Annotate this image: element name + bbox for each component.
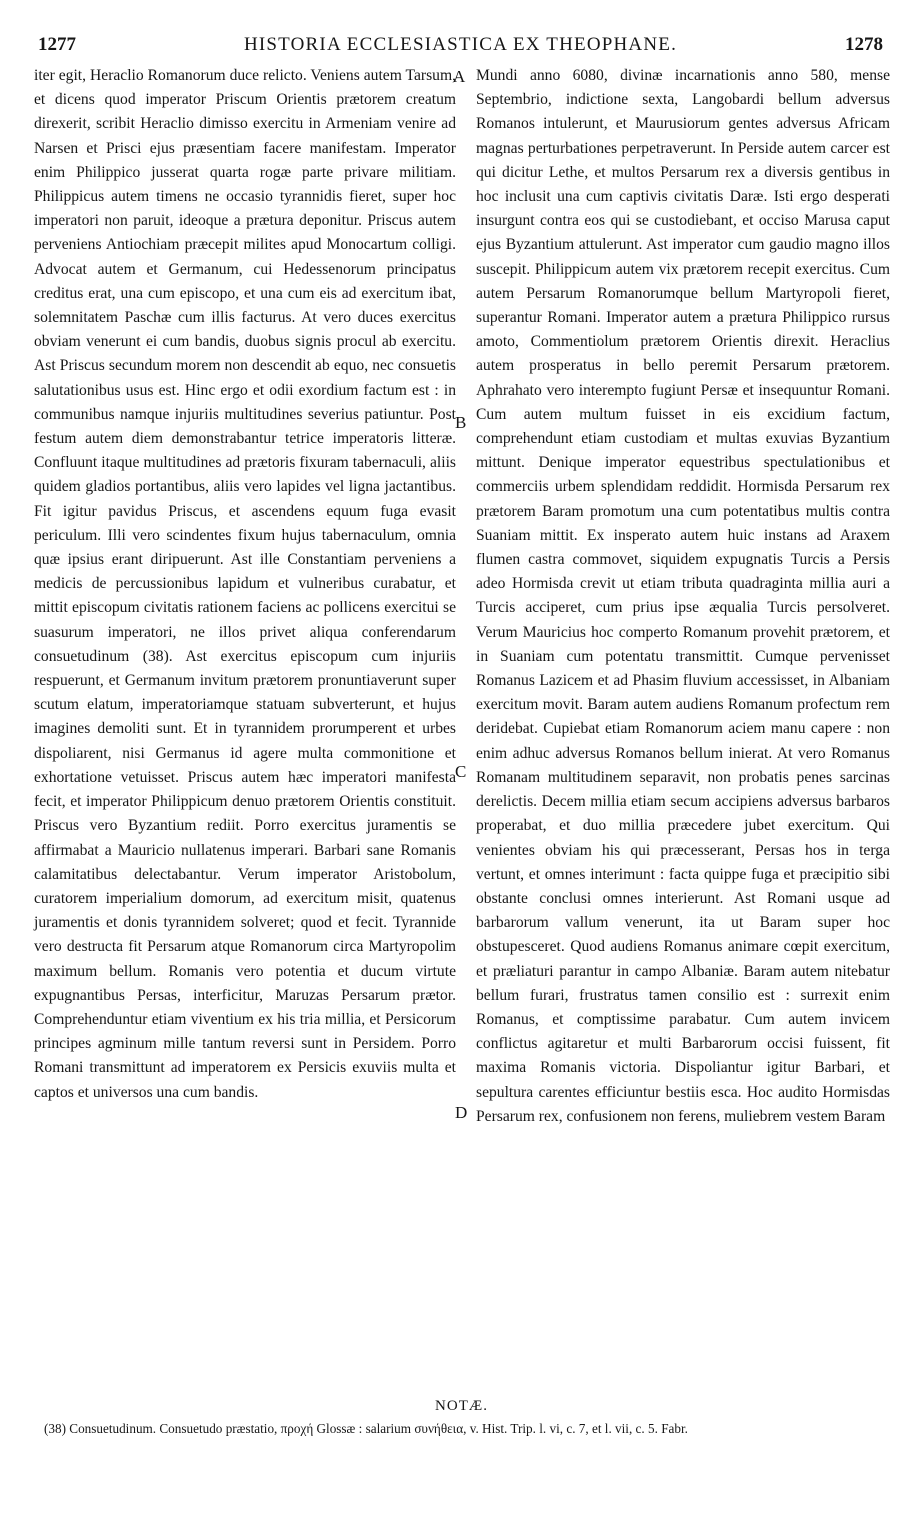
notes-heading: NOTÆ. [435,1398,488,1414]
margin-marker-b: B [455,413,467,432]
left-column-text: iter egit, Heraclio Romanorum duce relicto. Veniens autem Tarsum, et dicens quod imperator Priscum Orientis prætorem creatum direxerit, scribit Heraclio dimisso exercitu in Armeniam venire ad Narsen et Prisci ejus præsentiam facere manifestam. Imperator enim Philippico jusserat quarta rogæ parte privare militiam. Philippicus autem timens ne occasio tyrannidis fieret, super hoc imperatori non paruit, ideoque a prætura deponitur. Priscus autem perveniens Antiochiam præcepit milites apud Monocartum colligi. Advocat autem et Germanum, cui Hedessenorum principatus creditus erat, una cum episcopo, et una cum eis ad exercitum ibat, solemnitatem Paschæ cum illis facturus. At vero duces exercitus obviam venerunt ei cum bandis, duobus signis procul ab exercitu. Ast Priscus secundum morem non descendit ab equo, nec consuetis salutationibus usus est. Hinc ergo et odii exordium factum est : in communibus namque injuriis multitudines severius patiuntur. Post festum autem diem demonstrabantur tetrice imperatoris litteræ. Confluunt itaque multitudines ad prætoris fixuram tabernaculi, aliis quidem gladios portantibus, aliis vero lapides vel ligna jactantibus. Fit igitur pavidus Priscus, et ascendens equum fuga evasit periculum. Illi vero scindentes fixum hujus tabernaculum, omnia quæ ipsius erant diripuerunt. Ast ille Constantiam perveniens a medicis de percussionibus lapidum et vulneribus curabatur, et mittit episcopum civitatis rationem faciens ac pollicens exercitui se suasurum imperatori, ne illos privet aliqua conferendarum consuetudinum (38). Ast exercitus episcopum cum injuriis respuerunt, et Germanum invitum prætorem pronuntiaverunt super scutum elatum, imperatoriamque statuam subverterunt, et hujus imagines demoliti sunt. Et in tyrannidem prorumperent et urbes dispoliarent, nisi Germanus id agere multa commonitione et exhortatione vetuisset. Priscus autem hæc imperatori manifesta fecit, et imperator Philippicum denuo prætorem Orientis constituit. Priscus vero Byzantium rediit. Porro exercitus juramentis se affirmabat a Mauricio nullatenus imperari. Barbari sane Romanis calamitatibus delectabantur. Verum imperator Aristobolum, curatorem imperialium domorum, ad exercitum misit, quatenus juramentis et donis tyrannidem solveret; quod et fecit. Tyrannide vero destructa fit Persarum atque Romanorum circa Martyropolim maximum bellum. Romanis vero potentia et ducum virtute expugnantibus Persas, interficitur, Maruzas Persarum prætor. Comprehenduntur etiam viventium ex his tria millia, et Persicorum principes agminum mille tantum reversi sunt in Persidem. Porro Romani transmittunt ad imperatorem ex Persicis exuviis multa et captos et universos una cum bandis. [34,67,456,1101]
margin-marker-d: D [455,1103,468,1122]
margin-marker-a: A [453,67,466,86]
margin-marker-c: C [455,762,467,781]
footnote [44,1420,882,1438]
footnote-text: (38) Consuetudinum. Consuetudo præstatio, προχή Glossæ : salarium συνήθεια, v. Hist. Trip. l. vi, c. 7, et l. vii, c. 5. Fabr. [44,1421,688,1436]
running-title: HISTORIA ECCLESIASTICA EX THEOPHANE. [243,34,678,55]
right-column-text: Mundi anno 6080, divinæ incarnationis anno 580, mense Septembrio, indictione sexta, Langobardi bellum adversus Romanos intulerunt, et Maurusiorum gentes adversus Africam magnas perturbationes perpetraverunt. In Perside autem carcer est qui dicitur Lethe, et multos Persarum rex a diversis gentibus in hoc inclusit una cum captivis civitatis Daræ. Isti ergo desperati insurgunt contra eos qui se custodiebant, et occiso Marusa caput ejus Byzantium attulerunt. Ast imperator cum gaudio magno illos suscepit. Philippicum autem vix prætorem recepit exercitus. Cum autem Persarum Romanorumque bellum Martyropoli fieret, superantur Romani. Imperator autem a prætura Philippico rursus amoto, Commentiolum prætorem Orientis direxit. Heraclius autem prosperatus in bello peremit Persarum prætorem. Aphrahato vero interempto fugiunt Persæ et insequuntur Romani. Cum autem multum fuisset in eis excidium factum, comprehendunt etiam custodiam et multas exuvias Byzantium mittunt. Denique imperator equestribus spectulationibus et commerciis urbem splendidam reddidit. Hormisda Persarum rex prætorem Baram promotum una cum potentatibus multis contra Suaniam mittit. Ex insperato autem huic instans ad Araxem flumen castra commovet, siquidem expugnatis Turcis a Persis adeo Hormisda crevit ut etiam tributa quadraginta millia auri a Turcis acciperet, cum prius ipse æqualia Turcis persolveret. Verum Mauricius hoc comperto Romanum provehit prætorem, et in Suaniam cum potentatu transmittit. Cumque pervenisset Romanus Lazicem et ad Phasim fluvium accessisset, in Albaniam exercitum movit. Baram autem audiens Romanum profectum rem deridebat. Cupiebat etiam Romanorum aciem manu capere : non enim adhuc adversus Romanos bellum inierat. At vero Romanus Romanam multitudinem separavit, non probatis penes sarcinas derelictis. Decem millia etiam secum accipiens adversus barbaros properabat, et duo millia præcedere jubet exercitum. Qui venientes obviam his qui præcesserant, Persas hos in terga vertunt, et omnes interimunt : facta quippe fuga et præcipitio sibi obstante conclusi omnes interierunt. Ast Romani usque ad barbarorum vallum venerunt, ita ut Baram super hoc obstupesceret. Quod audiens Romanus animare cœpit exercitum, et præliaturi parantur in campo Albaniæ. Baram autem nitebatur bellum furari, frustratus tamen consilio est : surrexit enim Romanus, et comptissime parabatur. Cum autem invicem conflictus agitaretur et multi Barbarorum occisi fuissent, fit maxima Romanis victoria. Dispoliantur igitur Barbari, et sepultura carentes efficiuntur bestiis esca. Hoc audito Hormisdas Persarum rex, confusionem non ferens, muliebrem vestem Baram [476,67,890,1125]
page-number-left: 1277 [38,34,76,55]
page-header [38,34,883,60]
right-column [476,64,890,1129]
left-column [34,64,456,1105]
page-number-right: 1278 [845,34,883,55]
